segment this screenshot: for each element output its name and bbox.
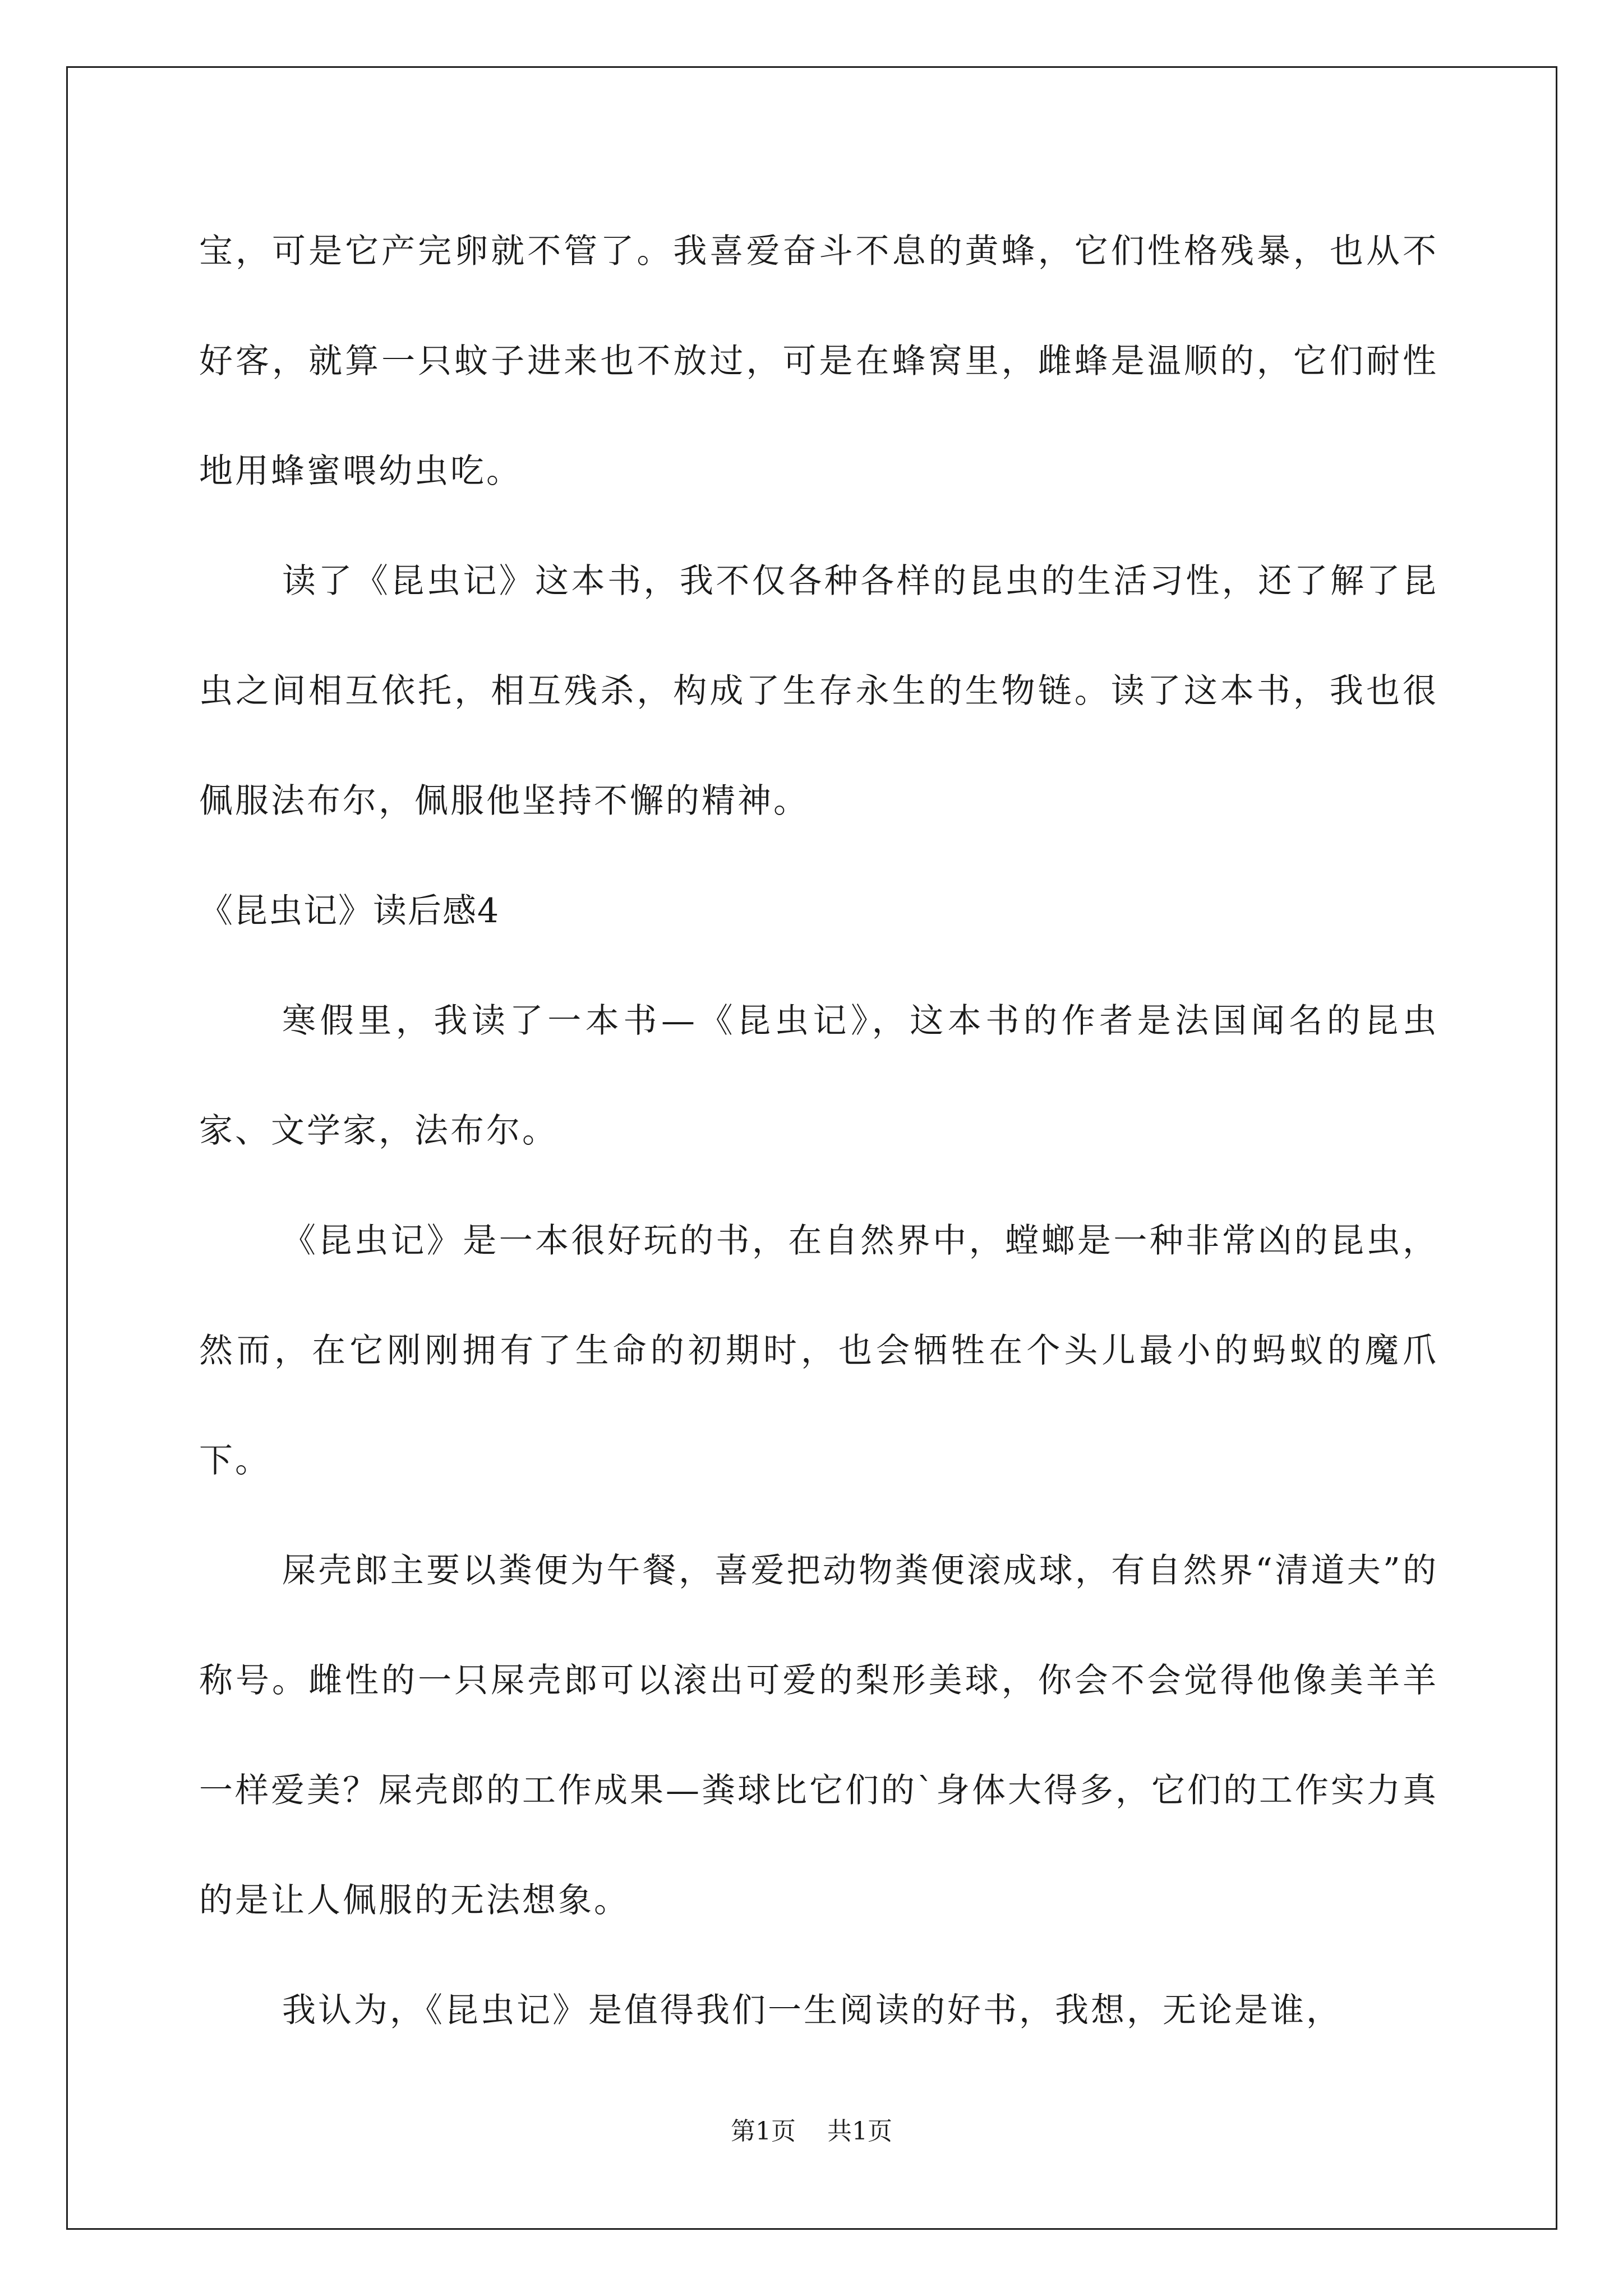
paragraph: 我认为，《昆虫记》是值得我们一生阅读的好书，我想，无论是谁， xyxy=(282,1991,1342,2030)
section-title: 《昆虫记》读后感4 xyxy=(199,891,500,931)
paragraph: 读了《昆虫记》这本书，我不仅各种各样的昆虫的生活习性，还了解了昆虫之间相互依托，相互残杀，构成了生存永生的生物链。读了这本书，我也很佩服法布尔，佩服他坚持不懈的精神。 xyxy=(199,562,1438,821)
page-total: 共1页 xyxy=(827,2117,892,2146)
paragraph: 宝，可是它产完卵就不管了。我喜爱奋斗不息的黄蜂，它们性格残暴，也从不好客，就算一只蚊子进来也不放过，可是在蜂窝里，雌蜂是温顺的，它们耐性地用蜂蜜喂幼虫吃。 xyxy=(199,232,1438,491)
page-number: 第1页 xyxy=(731,2117,796,2146)
paragraph: 《昆虫记》是一本很好玩的书，在自然界中，螳螂是一种非常凶的昆虫，然而，在它刚刚拥有了生命的初期时，也会牺牲在个头儿最小的蚂蚁的魔爪下。 xyxy=(199,1221,1438,1480)
document-body xyxy=(199,196,1438,2065)
paragraph: 寒假里，我读了一本书—《昆虫记》，这本书的作者是法国闻名的昆虫家、文学家，法布尔。 xyxy=(199,1001,1438,1151)
page-footer xyxy=(0,2115,1623,2148)
paragraph: 屎壳郎主要以粪便为午餐，喜爱把动物粪便滚成球，有自然界“清道夫”的称号。雌性的一只屎壳郎可以滚出可爱的梨形美球，你会不会觉得他像美羊羊一样爱美？屎壳郎的工作成果—粪球比它们的`身体大得多，它们的工作实力真的是让人佩服的无法想象。 xyxy=(199,1551,1438,1920)
